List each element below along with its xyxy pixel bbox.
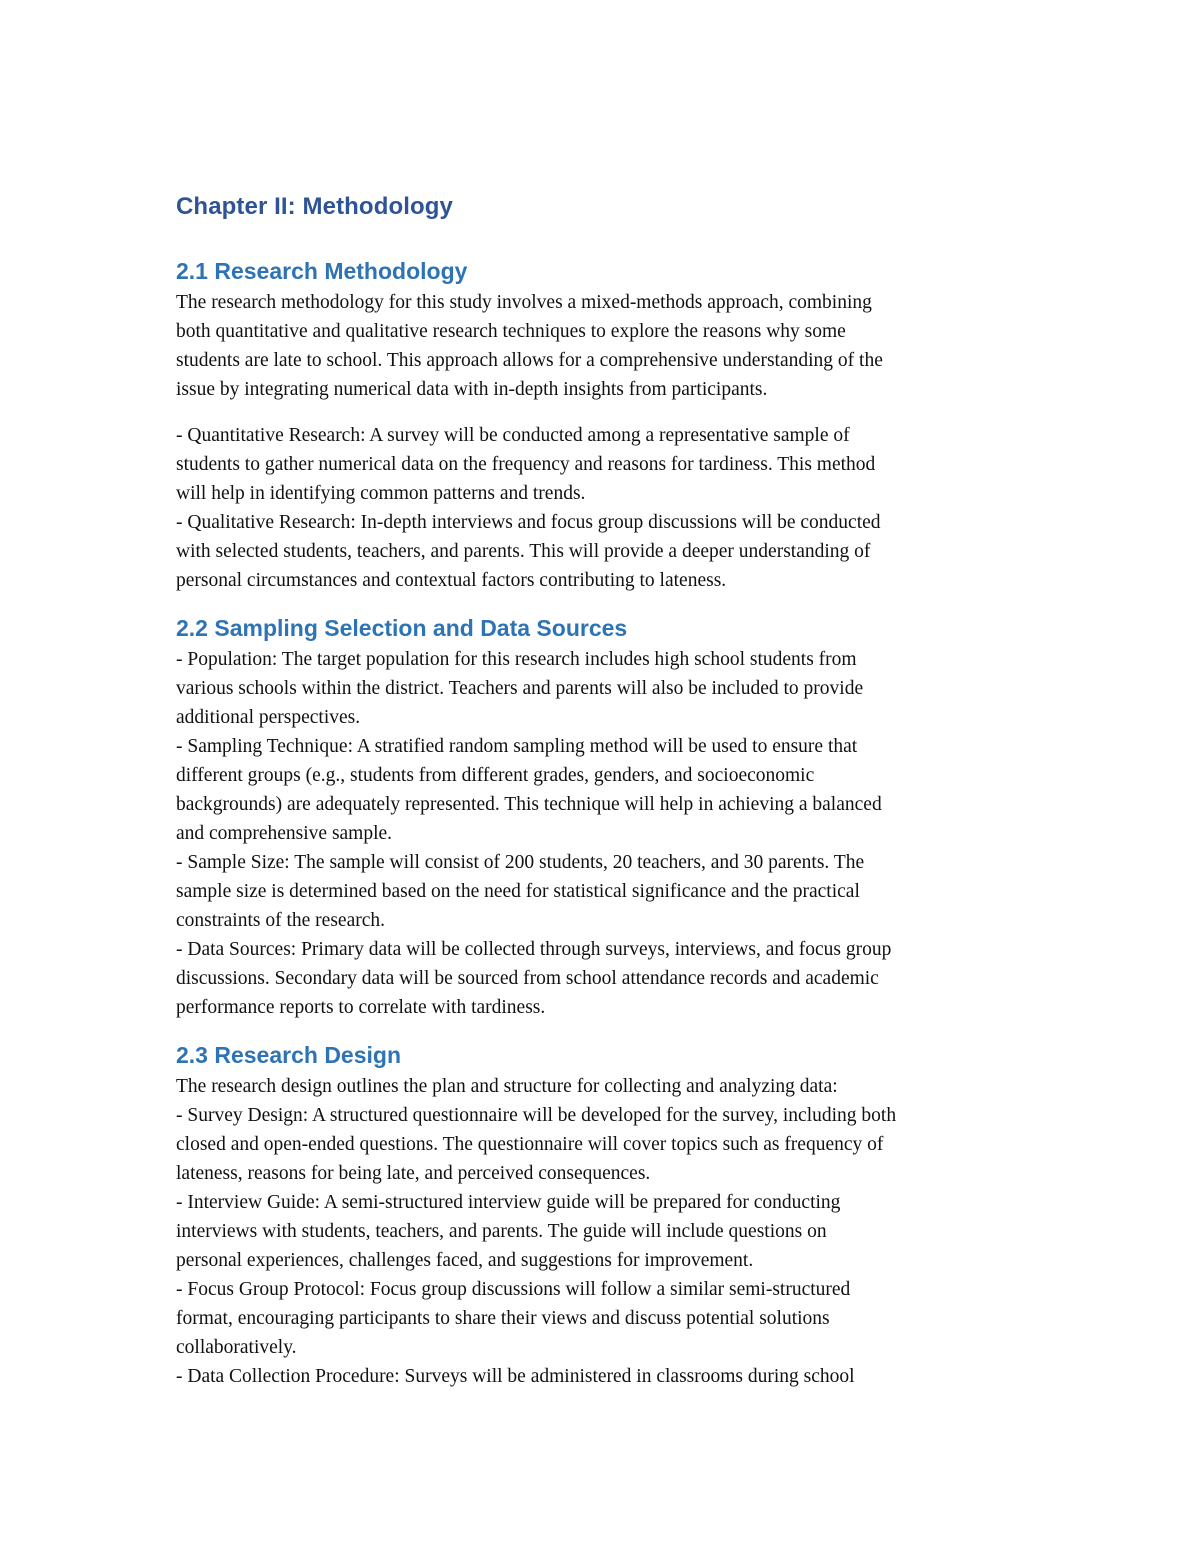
text-line: - Population: The target population for this research includes high school students from bbox=[176, 649, 857, 670]
section-heading: 2.3 Research Design bbox=[176, 1042, 402, 1068]
text-line: personal experiences, challenges faced, and suggestions for improvement. bbox=[176, 1250, 754, 1271]
text-line: - Data Sources: Primary data will be collected through surveys, interviews, and focus group bbox=[176, 939, 892, 960]
text-line: interviews with students, teachers, and parents. The guide will include questions on bbox=[176, 1221, 827, 1242]
paragraph bbox=[176, 1072, 1036, 1391]
text-line: different groups (e.g., students from different grades, genders, and socioeconomic bbox=[176, 765, 815, 786]
text-line: students to gather numerical data on the frequency and reasons for tardiness. This method bbox=[176, 454, 876, 475]
text-line: additional perspectives. bbox=[176, 707, 361, 728]
text-line: performance reports to correlate with tardiness. bbox=[176, 997, 546, 1018]
text-line: constraints of the research. bbox=[176, 910, 385, 931]
text-line: - Quantitative Research: A survey will be conducted among a representative sample of bbox=[176, 425, 850, 446]
text-line: - Focus Group Protocol: Focus group discussions will follow a similar semi-structured bbox=[176, 1279, 851, 1300]
text-line: issue by integrating numerical data with in-depth insights from participants. bbox=[176, 379, 768, 400]
paragraph bbox=[176, 288, 1036, 404]
text-line: The research design outlines the plan and structure for collecting and analyzing data: bbox=[176, 1076, 838, 1097]
paragraph bbox=[176, 645, 1036, 1022]
section-research-methodology bbox=[176, 254, 1036, 595]
text-line: lateness, reasons for being late, and perceived consequences. bbox=[176, 1163, 651, 1184]
text-line: various schools within the district. Teachers and parents will also be included to provide bbox=[176, 678, 864, 699]
section-heading: 2.2 Sampling Selection and Data Sources bbox=[176, 615, 628, 641]
text-line: sample size is determined based on the need for statistical significance and the practical bbox=[176, 881, 860, 902]
text-line: backgrounds) are adequately represented. This technique will help in achieving a balanced bbox=[176, 794, 882, 815]
section-sampling-selection bbox=[176, 611, 1036, 1022]
text-line: students are late to school. This approach allows for a comprehensive understanding of the bbox=[176, 350, 883, 371]
text-line: discussions. Secondary data will be sourced from school attendance records and academic bbox=[176, 968, 879, 989]
text-line: - Qualitative Research: In-depth interviews and focus group discussions will be conducted bbox=[176, 512, 881, 533]
text-line: collaboratively. bbox=[176, 1337, 297, 1358]
text-line: and comprehensive sample. bbox=[176, 823, 393, 844]
section-research-design bbox=[176, 1038, 1036, 1391]
text-line: with selected students, teachers, and parents. This will provide a deeper understanding of bbox=[176, 541, 871, 562]
text-line: personal circumstances and contextual factors contributing to lateness. bbox=[176, 570, 727, 591]
text-line: - Survey Design: A structured questionnaire will be developed for the survey, including both bbox=[176, 1105, 897, 1126]
section-heading: 2.1 Research Methodology bbox=[176, 258, 468, 284]
text-line: The research methodology for this study involves a mixed-methods approach, combining bbox=[176, 292, 872, 313]
text-line: both quantitative and qualitative research techniques to explore the reasons why some bbox=[176, 321, 846, 342]
text-line: - Sampling Technique: A stratified random sampling method will be used to ensure that bbox=[176, 736, 858, 757]
text-line: format, encouraging participants to share their views and discuss potential solutions bbox=[176, 1308, 830, 1329]
text-line: will help in identifying common patterns and trends. bbox=[176, 483, 586, 504]
text-line: - Interview Guide: A semi-structured interview guide will be prepared for conducting bbox=[176, 1192, 841, 1213]
paragraph bbox=[176, 421, 1036, 595]
text-line: - Data Collection Procedure: Surveys will be administered in classrooms during school bbox=[176, 1366, 855, 1387]
chapter-title: Chapter II: Methodology bbox=[176, 193, 453, 220]
document-body bbox=[176, 190, 1036, 1391]
text-line: - Sample Size: The sample will consist of 200 students, 20 teachers, and 30 parents. The bbox=[176, 852, 865, 873]
text-line: closed and open-ended questions. The questionnaire will cover topics such as frequency of bbox=[176, 1134, 884, 1155]
